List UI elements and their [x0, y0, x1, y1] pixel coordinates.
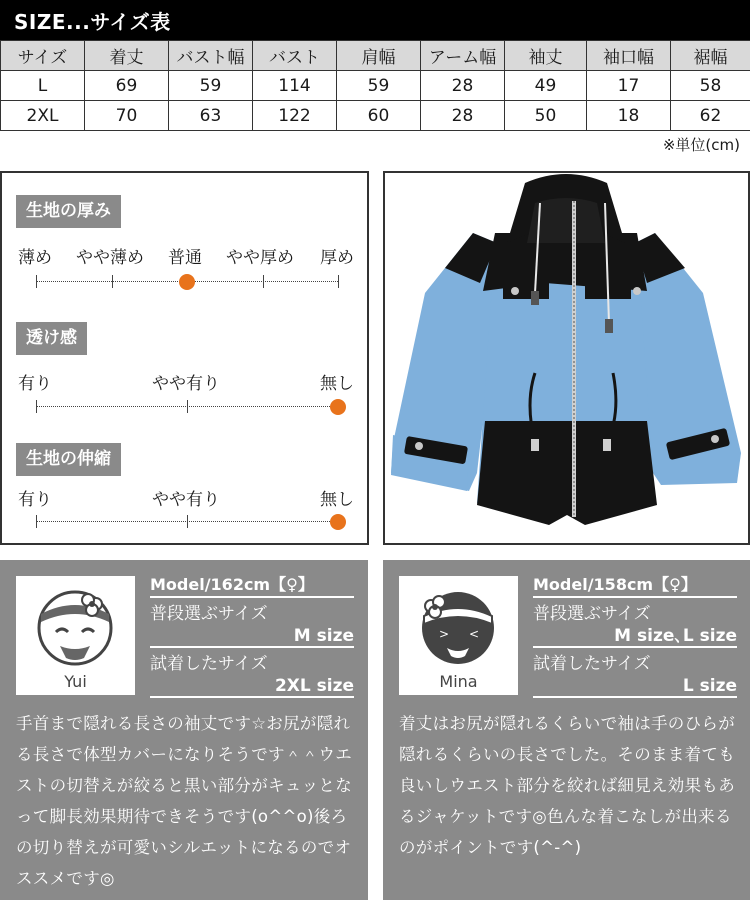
scale-tick [36, 275, 37, 288]
stretch-tag: 生地の伸縮 [16, 443, 121, 476]
table-cell: 17 [587, 71, 671, 101]
table-cell: 60 [337, 101, 421, 131]
stretch-scale-track [36, 521, 338, 522]
avatar-name: Yui [64, 672, 87, 691]
column-header: 肩幅 [337, 41, 421, 71]
usual-size-label: 普段選ぶサイズ [150, 604, 268, 624]
sheerness-scale-track [36, 406, 338, 407]
size-table [0, 40, 750, 131]
fabric-attributes-panel [0, 171, 369, 545]
yui-face-icon [16, 576, 135, 676]
unit-note: ※単位(cm) [662, 136, 740, 154]
table-cell: 59 [337, 71, 421, 101]
svg-text:<: < [469, 627, 480, 641]
scale-label: 無し [320, 374, 354, 394]
model-height-line: Model/158cm【♀】 [533, 572, 737, 598]
table-row [1, 101, 750, 131]
sheerness-tag: 透け感 [16, 322, 87, 355]
column-header: 着丈 [85, 41, 169, 71]
avatar [16, 576, 135, 695]
tried-size-label: 試着したサイズ [150, 654, 268, 674]
scale-tick [187, 400, 188, 413]
scale-tick [338, 275, 339, 288]
level-indicator-dot [330, 399, 346, 415]
size-title: SIZE...サイズ表 [14, 10, 171, 34]
tried-size-value: 2XL size [150, 674, 354, 698]
table-cell: 63 [169, 101, 253, 131]
jacket-illustration [385, 173, 748, 543]
table-cell: 122 [253, 101, 337, 131]
svg-text:>: > [439, 627, 450, 641]
scale-label: 普通 [168, 248, 202, 268]
scale-label: 厚め [320, 248, 354, 268]
scale-tick [112, 275, 113, 288]
table-cell: 28 [421, 101, 505, 131]
scale-tick [36, 515, 37, 528]
table-cell: L [1, 71, 85, 101]
scale-label: 有り [18, 374, 52, 394]
column-header: バスト [253, 41, 337, 71]
avatar [399, 576, 518, 695]
table-cell: 50 [505, 101, 587, 131]
scale-tick [36, 400, 37, 413]
scale-label: 有り [18, 490, 52, 510]
table-cell: 70 [85, 101, 169, 131]
table-cell: 62 [671, 101, 750, 131]
usual-size-label: 普段選ぶサイズ [533, 604, 651, 624]
table-cell: 114 [253, 71, 337, 101]
column-header: バスト幅 [169, 41, 253, 71]
thickness-scale-track [36, 281, 338, 282]
scale-tick [263, 275, 264, 288]
table-cell: 28 [421, 71, 505, 101]
mina-face-icon [399, 576, 518, 676]
column-header: サイズ [1, 41, 85, 71]
table-cell: 58 [671, 71, 750, 101]
scale-label: やや有り [152, 374, 220, 394]
model-comment: 手首まで隠れる長さの袖丈です☆お尻が隠れる長さで体型カバーになりそうです＾＾ウエストの切替えが絞ると黒い部分がキュッとなって脚長効果期待できそうです(o^^o)後ろの切り替えが可愛いシルエットになるのでオススメです◎ [16, 714, 352, 888]
scale-tick [187, 515, 188, 528]
table-cell: 69 [85, 71, 169, 101]
level-indicator-dot [330, 514, 346, 530]
scale-label: 無し [320, 490, 354, 510]
column-header: 袖口幅 [587, 41, 671, 71]
column-header: アーム幅 [421, 41, 505, 71]
table-row [1, 71, 750, 101]
model-panel-mina [383, 560, 750, 900]
column-header: 裾幅 [671, 41, 750, 71]
usual-size-value: M size､L size [533, 624, 737, 648]
model-panel-yui [0, 560, 368, 900]
scale-label: やや有り [152, 490, 220, 510]
model-comment: 着丈はお尻が隠れるくらいで袖は手のひらが隠れるくらいの長さでした。そのまま着ても良いしウエスト部分を絞れば細見え効果もあるジャケットです◎色んな着こなしが出来るのがポイントです(^-^) [399, 714, 735, 857]
table-cell: 59 [169, 71, 253, 101]
column-header: 袖丈 [505, 41, 587, 71]
table-cell: 2XL [1, 101, 85, 131]
table-cell: 18 [587, 101, 671, 131]
thickness-tag: 生地の厚み [16, 195, 121, 228]
level-indicator-dot [179, 274, 195, 290]
model-info [150, 572, 354, 698]
size-table-header-row [1, 41, 750, 71]
model-height-line: Model/162cm【♀】 [150, 572, 354, 598]
tried-size-value: L size [533, 674, 737, 698]
scale-label: やや薄め [76, 248, 144, 268]
model-info [533, 572, 737, 698]
table-cell: 49 [505, 71, 587, 101]
scale-label: 薄め [18, 248, 52, 268]
size-header [0, 0, 750, 40]
usual-size-value: M size [150, 624, 354, 648]
avatar-name: Mina [439, 672, 478, 691]
scale-label: やや厚め [226, 248, 294, 268]
product-photo [383, 171, 750, 545]
tried-size-label: 試着したサイズ [533, 654, 651, 674]
